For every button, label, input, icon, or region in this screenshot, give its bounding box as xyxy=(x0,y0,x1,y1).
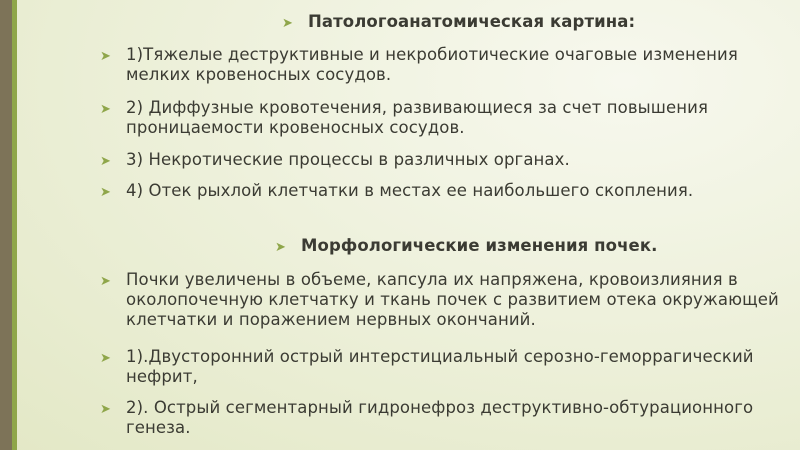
list-item xyxy=(100,347,800,387)
arrow-bullet-icon: ➤ xyxy=(100,154,111,169)
list-item xyxy=(100,45,800,85)
side-bar-olive xyxy=(0,0,12,450)
arrow-bullet-icon: ➤ xyxy=(100,185,111,200)
list-item xyxy=(100,398,800,438)
list-item xyxy=(100,150,800,171)
arrow-bullet-icon: ➤ xyxy=(282,16,293,31)
list-item xyxy=(100,98,800,138)
list-item xyxy=(100,270,800,330)
heading-kidney-changes xyxy=(275,236,775,257)
arrow-bullet-icon: ➤ xyxy=(100,49,111,64)
arrow-bullet-icon: ➤ xyxy=(100,274,111,289)
list-item-text: 1).Двусторонний острый интерстициальный серозно-геморрагический нефрит, xyxy=(126,347,754,386)
arrow-bullet-icon: ➤ xyxy=(100,351,111,366)
list-item-text: 4) Отек рыхлой клетчатки в местах ее наибольшего скопления. xyxy=(126,181,694,200)
arrow-bullet-icon: ➤ xyxy=(100,402,111,417)
side-bar-green xyxy=(12,0,17,450)
list-item-text: 3) Некротические процессы в различных органах. xyxy=(126,150,570,169)
heading-kidney-changes-text: Морфологические изменения почек. xyxy=(301,236,658,255)
heading-pathology-text: Патологоанатомическая картина: xyxy=(308,12,636,31)
list-item-text: 2) Диффузные кровотечения, развивающиеся за счет повышения проницаемости кровеносных сосудов. xyxy=(126,98,708,137)
heading-pathology xyxy=(282,12,782,33)
arrow-bullet-icon: ➤ xyxy=(275,240,286,255)
list-item-text: Почки увеличены в объеме, капсула их напряжена, кровоизлияния в околопочечную клетчатку и ткань почек с развитием отека окружающей клетчатки и поражением нервных окончаний. xyxy=(126,270,779,329)
arrow-bullet-icon: ➤ xyxy=(100,102,111,117)
list-item-text: 1)Тяжелые деструктивные и некробиотические очаговые изменения мелких кровеносных сосудов. xyxy=(126,45,738,84)
slide-content xyxy=(100,0,800,450)
list-item xyxy=(100,181,800,202)
list-item-text: 2). Острый сегментарный гидронефроз деструктивно-обтурационного генеза. xyxy=(126,398,754,437)
